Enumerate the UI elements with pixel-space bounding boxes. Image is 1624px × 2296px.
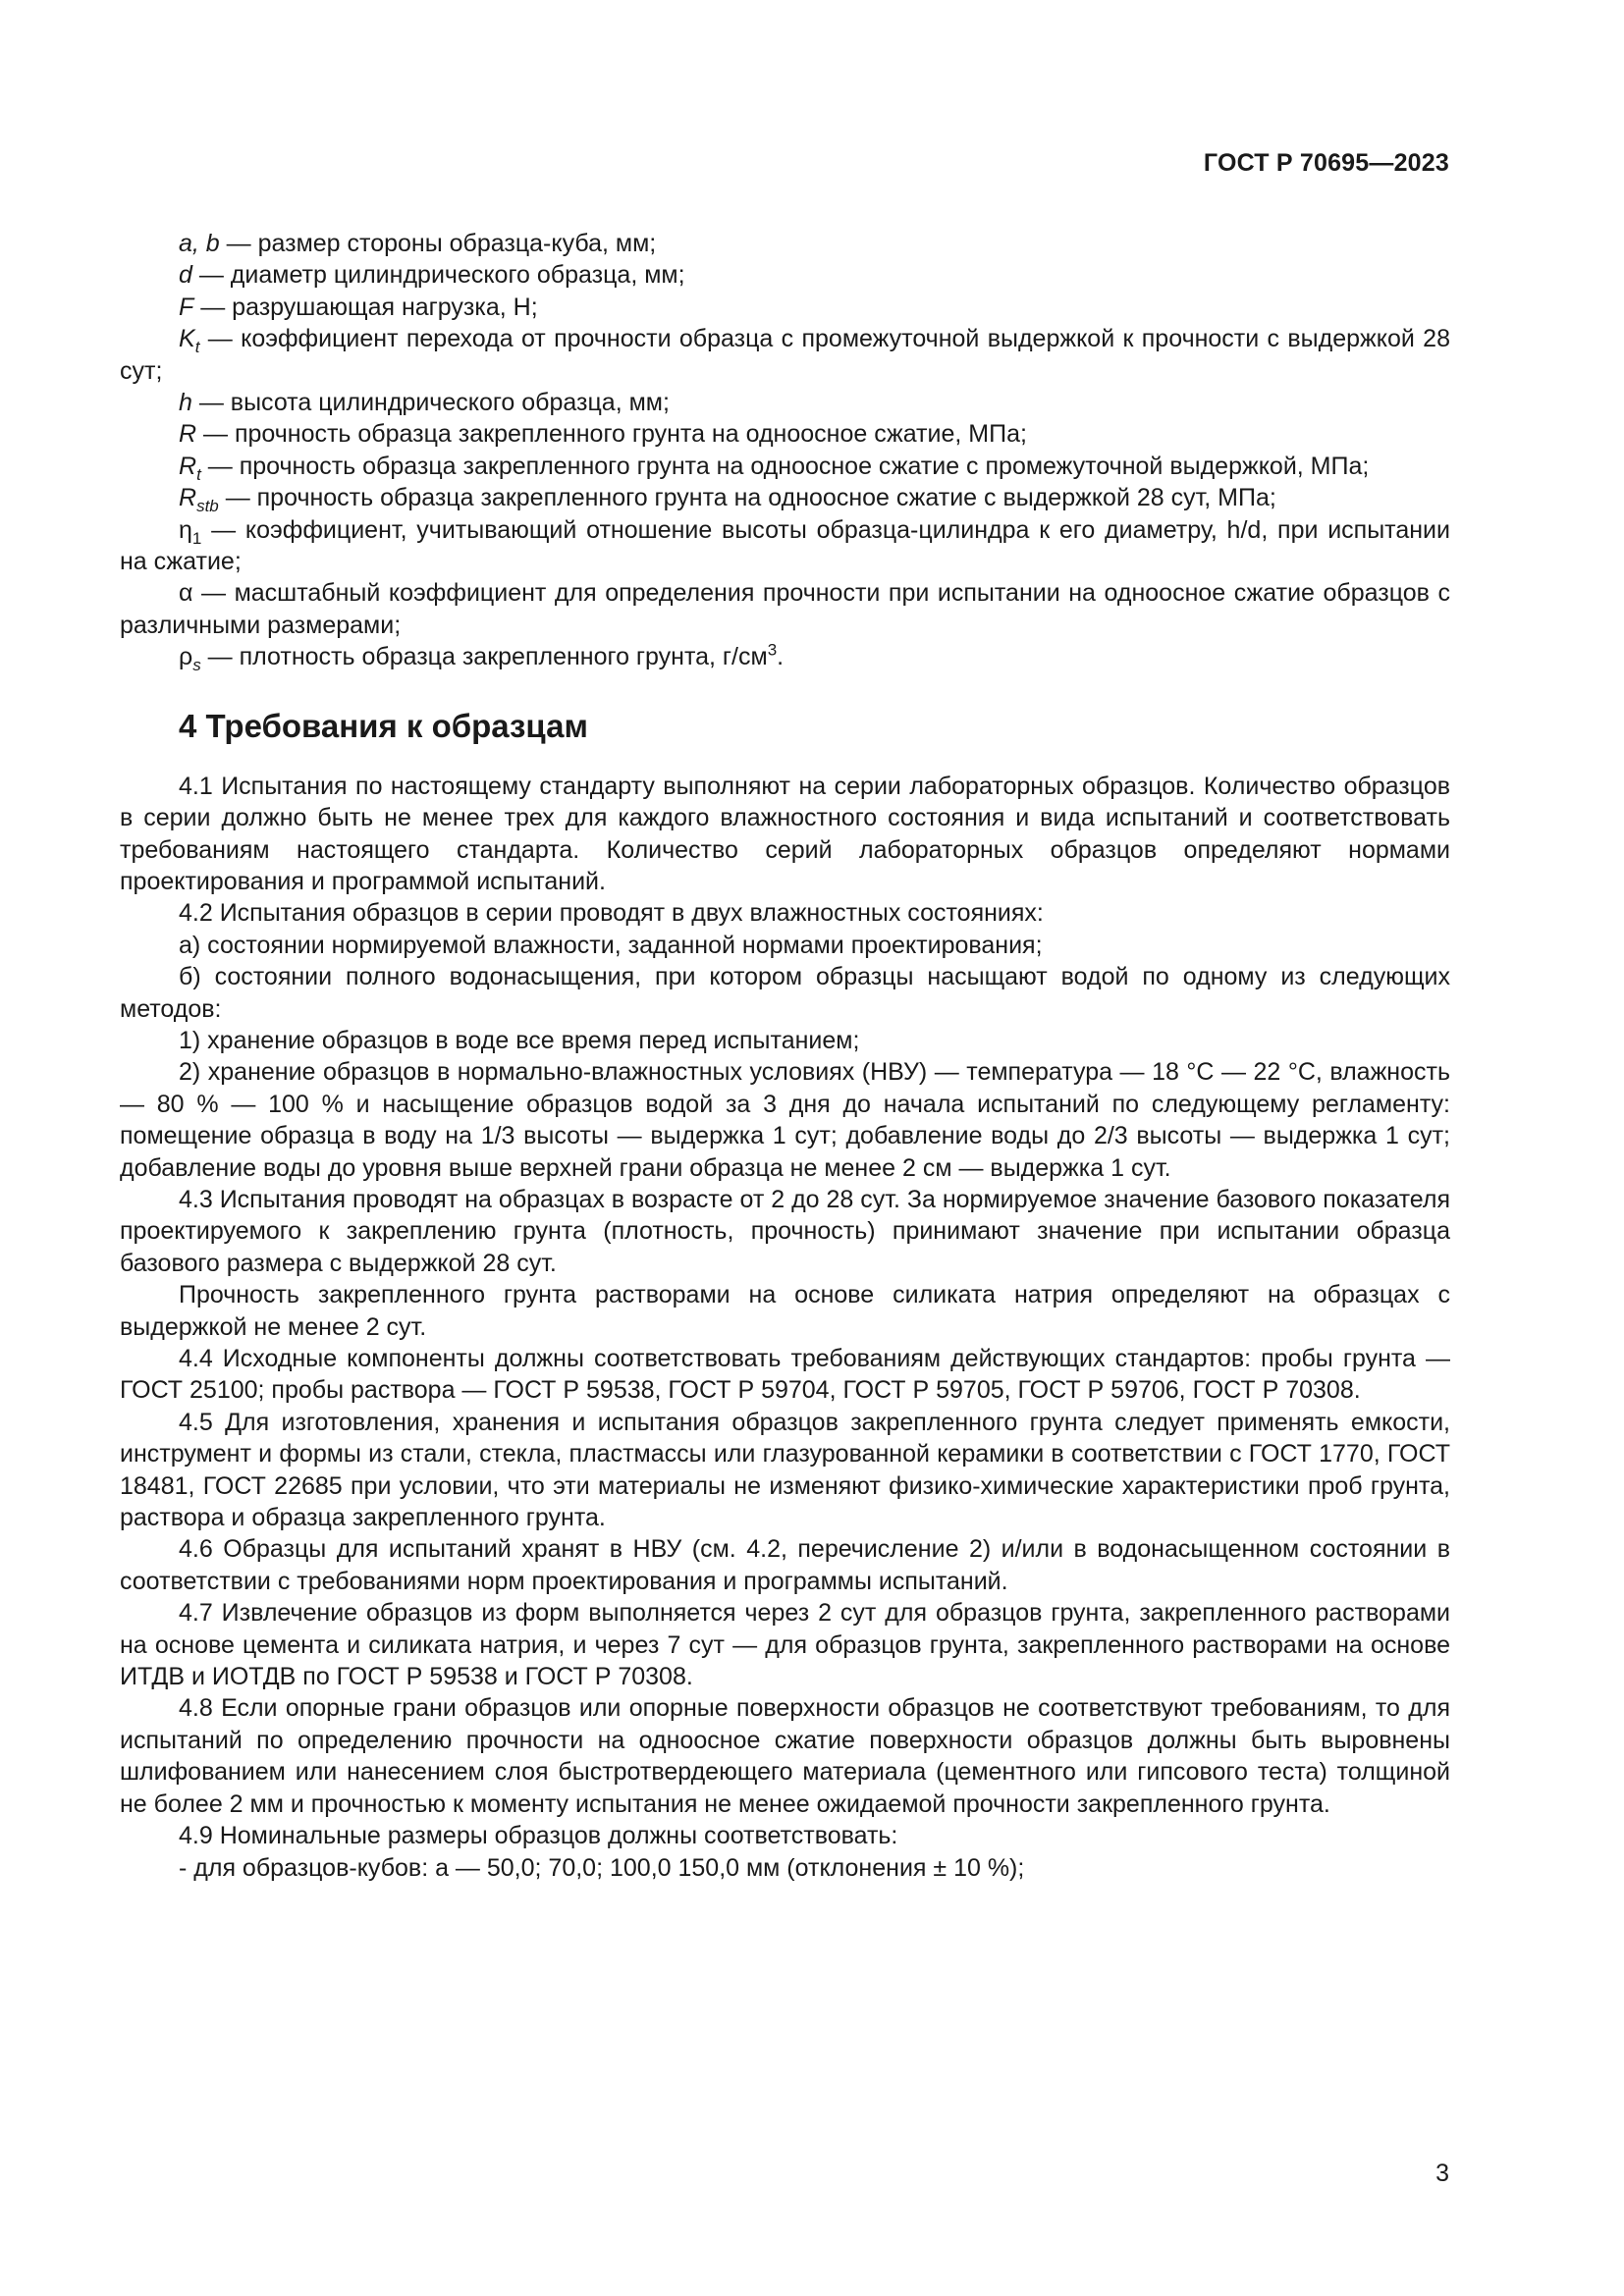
definition-tail: .	[777, 643, 785, 671]
symbol-subscript: s	[192, 656, 201, 675]
definition: — разрушающая нагрузка, Н;	[193, 293, 538, 321]
symbol: K	[179, 325, 195, 353]
superscript: 3	[767, 640, 778, 660]
notation-item	[120, 418, 1450, 450]
notation-item	[120, 482, 1450, 516]
notation-item	[120, 228, 1450, 259]
symbol-subscript: 1	[191, 528, 202, 548]
definition: — масштабный коэффициент для определения прочности при испытании на одноосное сжатие образцов с различными размерами;	[120, 579, 1450, 639]
definition: — прочность образца закрепленного грунта на одноосное сжатие с выдержкой 28 сут, МПа;	[218, 484, 1276, 512]
notation-item	[120, 577, 1450, 641]
notation-item	[120, 451, 1450, 482]
definition: — коэффициент, учитывающий отношение высоты образца-цилиндра к его диаметру, h/d, при испытании на сжатие;	[120, 515, 1450, 576]
definition: — прочность образца закрепленного грунта на одноосное сжатие с промежуточной выдержкой, МПа;	[200, 452, 1370, 480]
list-item: 1) хранение образцов в воде все время перед испытанием;	[179, 1026, 860, 1054]
definition: — коэффициент перехода от прочности образца с промежуточной выдержкой к прочности с выдержкой 28 сут;	[120, 325, 1450, 385]
notation-item	[120, 514, 1450, 578]
document-id: ГОСТ Р 70695—2023	[1203, 149, 1449, 177]
definition: — размер стороны образца-куба, мм;	[219, 230, 657, 257]
notation-item	[120, 259, 1450, 291]
list-item: а) состоянии нормируемой влажности, заданной нормами проектирования;	[179, 931, 1043, 959]
symbol: α	[179, 579, 193, 608]
symbol: ρ	[179, 643, 193, 671]
symbol: R	[179, 420, 197, 449]
paragraph: Прочность закрепленного грунта растворами на основе силиката натрия определяют на образцах с выдержкой не менее 2 сут.	[120, 1281, 1450, 1341]
paragraph: 4.2 Испытания образцов в серии проводят в двух влажностных состояниях:	[179, 899, 1044, 928]
notation-item	[120, 323, 1450, 387]
symbol-subscript: stb	[196, 497, 219, 516]
page-body	[120, 228, 1450, 1884]
section-body	[120, 771, 1450, 1884]
list-item: - для образцов-кубов: a — 50,0; 70,0; 100,0 150,0 мм (отклонения ± 10 %);	[179, 1853, 1025, 1882]
notation-item	[120, 640, 1450, 675]
paragraph: 4.3 Испытания проводят на образцах в возрасте от 2 до 28 сут. За нормируемое значение базового показателя проектируемого к закреплению грунта (плотность, прочность) принимают значение при испытании образца базового размера с выдержкой 28 сут.	[120, 1185, 1450, 1277]
notation-item	[120, 387, 1450, 418]
section-heading: 4 Требования к образцам	[179, 707, 588, 744]
definition: — плотность образца закрепленного грунта, г/см	[200, 643, 768, 671]
symbol: F	[179, 293, 194, 321]
paragraph: 4.8 Если опорные грани образцов или опорные поверхности образцов не соответствуют требованиям, то для испытаний по определению прочности на одноосное сжатие поверхности образцов должны быть выровнены шлифованием или нанесением слоя быстротвердеющего материала (цементного или гипсового теста) толщиной не более 2 мм и прочностью к моменту испытания не менее ожидаемой прочности закрепленного грунта.	[120, 1694, 1450, 1818]
symbol: d	[179, 261, 192, 290]
definition: — прочность образца закрепленного грунта на одноосное сжатие, МПа;	[196, 420, 1027, 449]
list-item: б) состоянии полного водонасыщения, при котором образцы насыщают водой по одному из следующих методов:	[120, 963, 1450, 1023]
symbol-subscript: t	[194, 338, 200, 357]
list-item: 2) хранение образцов в нормально-влажностных условиях (НВУ) — температура — 18 °С — 22 °С, влажность — 80 % — 100 % и насыщение образцов водой за 3 дня до начала испытаний по следующему регламенту: помещение образца в воду на 1/3 высоты — выдержка 1 сут; добавление воды до 2/3 высоты — выдержка 1 сут; добавление воды до уровня выше верхней грани образца не менее 2 см — выдержка 1 сут.	[120, 1058, 1450, 1182]
paragraph: 4.9 Номинальные размеры образцов должны соответствовать:	[179, 1822, 898, 1850]
paragraph: 4.7 Извлечение образцов из форм выполняется через 2 сут для образцов грунта, закрепленного растворами на основе цемента и силиката натрия, и через 7 сут — для образцов грунта, закрепленного растворами на основе ИТДВ и ИОТДВ по ГОСТ Р 59538 и ГОСТ Р 70308.	[120, 1599, 1450, 1691]
symbol: h	[179, 389, 192, 417]
symbol: a, b	[179, 230, 220, 257]
paragraph: 4.1 Испытания по настоящему стандарту выполняют на серии лабораторных образцов. Количество образцов в серии должно быть не менее трех для каждого влажностного состояния и вида испытаний и соответствовать требованиям настоящего стандарта. Количество серий лабораторных образцов определяют нормами проектирования и программой испытаний.	[120, 772, 1450, 895]
notation-item	[120, 292, 1450, 323]
definition: — диаметр цилиндрического образца, мм;	[191, 261, 685, 290]
symbol: η	[179, 515, 192, 544]
symbol: R	[179, 452, 197, 480]
paragraph: 4.4 Исходные компоненты должны соответствовать требованиям действующих стандартов: пробы грунта — ГОСТ 25100; пробы раствора — ГОСТ Р 59538, ГОСТ Р 59704, ГОСТ Р 59705, ГОСТ Р 59706, ГОСТ Р 70308.	[120, 1345, 1450, 1405]
notation-list	[120, 228, 1450, 673]
paragraph: 4.5 Для изготовления, хранения и испытания образцов закрепленного грунта следует применять емкости, инструмент и формы из стали, стекла, пластмассы или глазурованной керамики в соответствии с ГОСТ 1770, ГОСТ 18481, ГОСТ 22685 при условии, что эти материалы не изменяют физико-химические характеристики проб грунта, раствора и образца закрепленного грунта.	[120, 1408, 1450, 1532]
symbol: R	[179, 484, 197, 512]
symbol-subscript: t	[196, 464, 201, 484]
paragraph: 4.6 Образцы для испытаний хранят в НВУ (см. 4.2, перечисление 2) и/или в водонасыщенном состоянии в соответствии с требованиями норм проектирования и программы испытаний.	[120, 1535, 1450, 1595]
definition: — высота цилиндрического образца, мм;	[191, 389, 670, 417]
page-number: 3	[1435, 2160, 1449, 2187]
